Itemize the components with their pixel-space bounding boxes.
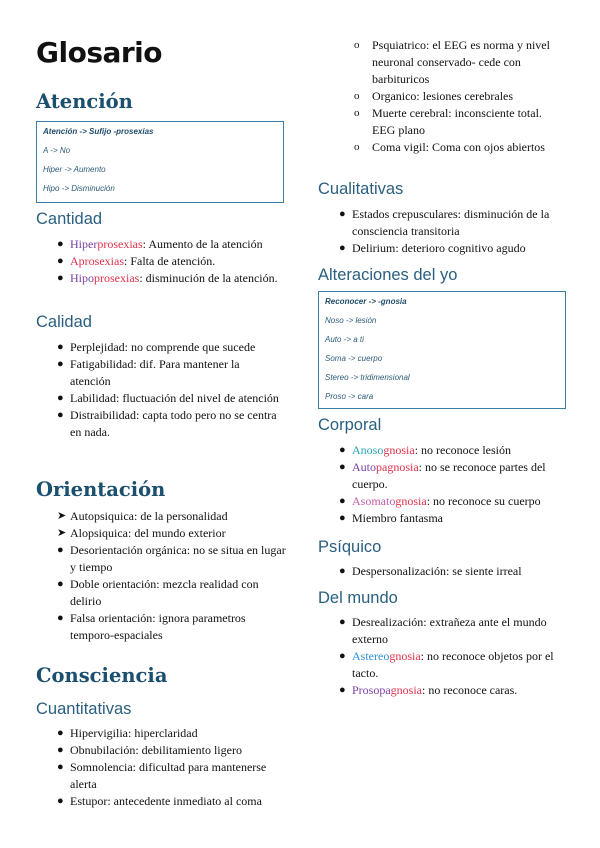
- item-text: Desorientación orgánica: no se situa en lugar y tiempo: [70, 543, 286, 574]
- heading-cualitativas: Cualitativas: [318, 180, 404, 198]
- item-text: Despersonalización: se siente irreal: [352, 564, 522, 578]
- heading-cantidad: Cantidad: [36, 210, 103, 228]
- list-item: [36, 525, 286, 542]
- root-text: pagnosia: [376, 460, 419, 474]
- list-item: [318, 563, 568, 580]
- list-orientacion: [36, 508, 286, 644]
- heading-consciencia: Consciencia: [36, 664, 168, 687]
- list-item: [318, 459, 573, 493]
- list-item: [36, 759, 286, 793]
- bullet-icon: ●: [57, 272, 64, 284]
- definition-text: : no se reconoce partes del cuerpo.: [352, 460, 546, 491]
- bullet-icon: ●: [339, 242, 346, 254]
- item-text: Doble orientación: mezcla realidad con delirio: [70, 577, 259, 608]
- prefix-text: Auto: [352, 460, 376, 474]
- item-text: Labilidad: fluctuación del nivel de atención: [70, 391, 279, 405]
- root-text: gnosia: [389, 649, 421, 663]
- definition-text: : disminución de la atención.: [139, 271, 278, 285]
- list-item: [36, 725, 286, 742]
- root-text: gnosia: [383, 443, 415, 457]
- root-text: prosexias: [78, 254, 124, 268]
- list-calidad: [36, 339, 281, 441]
- bullet-icon: ●: [339, 684, 346, 696]
- item-text: Coma vigil: Coma con ojos abiertos: [372, 140, 545, 154]
- bullet-icon: ●: [339, 616, 346, 628]
- list-item: [36, 576, 286, 610]
- definition-text: Miembro fantasma: [352, 511, 443, 525]
- heading-del-mundo: Del mundo: [318, 589, 398, 607]
- list-corporal: [318, 442, 573, 527]
- list-item: [36, 270, 286, 287]
- bullet-icon: ●: [339, 208, 346, 220]
- heading-orientacion: Orientación: [36, 478, 166, 501]
- item-text: Hipervigilia: hiperclaridad: [70, 726, 198, 740]
- prefix-text: Prosopa: [352, 683, 391, 697]
- list-item: [36, 390, 281, 407]
- list-item: [36, 407, 281, 441]
- arrow-bullet-icon: ➤: [57, 510, 67, 522]
- list-item: [318, 648, 573, 682]
- list-item: [336, 88, 566, 105]
- bullet-icon: ●: [57, 255, 64, 267]
- list-item: [318, 510, 573, 527]
- list-del-mundo: [318, 614, 573, 699]
- item-text: Estupor: antecedente inmediato al coma: [70, 794, 262, 808]
- list-cualitativas: [318, 206, 568, 257]
- box-line: Stereo -> tridimensional: [325, 373, 410, 382]
- list-psiquico: [318, 563, 568, 580]
- bullet-icon: ●: [57, 341, 64, 353]
- prefix-text: Hiper: [70, 237, 98, 251]
- item-text: Falsa orientación: ignora parametros temporo-espaciales: [70, 611, 246, 642]
- item-text: Obnubilación: debilitamiento ligero: [70, 743, 242, 757]
- bullet-icon: ●: [339, 444, 346, 456]
- bullet-icon: ●: [57, 578, 64, 590]
- list-item: [318, 493, 573, 510]
- bullet-icon: ●: [57, 392, 64, 404]
- bullet-icon: ●: [57, 612, 64, 624]
- item-text: Distraibilidad: capta todo pero no se centra en nada.: [70, 408, 277, 439]
- item-text: Organico: lesiones cerebrales: [372, 89, 514, 103]
- root-text: prosexias: [94, 271, 140, 285]
- bullet-icon: ●: [339, 565, 346, 577]
- box-line: Hiper -> Aumento: [43, 165, 106, 174]
- bullet-icon: ●: [57, 409, 64, 421]
- heading-corporal: Corporal: [318, 416, 382, 434]
- definition-text: : no reconoce objetos por el tacto.: [352, 649, 554, 680]
- bullet-icon: ●: [339, 650, 346, 662]
- atencion-prefix-box: [36, 121, 284, 203]
- definition-text: : no reconoce caras.: [422, 683, 518, 697]
- box-line: Hipo -> Disminución: [43, 184, 115, 193]
- bullet-icon: ●: [57, 238, 64, 250]
- definition-text: : no reconoce su cuerpo: [426, 494, 541, 508]
- list-item: [318, 614, 573, 648]
- bullet-icon: ●: [57, 544, 64, 556]
- list-item: [36, 742, 286, 759]
- prefix-text: Asomato: [352, 494, 396, 508]
- bullet-icon: ●: [57, 795, 64, 807]
- list-item: [318, 240, 568, 257]
- root-text: prosexias: [97, 237, 143, 251]
- list-item: [36, 339, 281, 356]
- item-text: Perplejidad: no comprende que sucede: [70, 340, 256, 354]
- box-line: Soma -> cuerpo: [325, 354, 383, 363]
- alteraciones-prefix-box: [318, 291, 566, 409]
- root-text: gnosia: [390, 683, 423, 697]
- list-item: [36, 236, 286, 253]
- item-text: Fatigabilidad: dif. Para mantener la atención: [70, 357, 240, 388]
- heading-atencion: Atención: [36, 90, 133, 113]
- bullet-icon: ●: [339, 495, 346, 507]
- heading-alteraciones-yo: Alteraciones del yo: [318, 266, 458, 284]
- item-text: Alopsiquica: del mundo exterior: [70, 526, 226, 540]
- list-item: [36, 542, 286, 576]
- prefix-text: Anoso: [352, 443, 384, 457]
- list-item: [36, 356, 281, 390]
- item-text: Autopsiquica: de la personalidad: [70, 509, 228, 523]
- list-item: [336, 139, 566, 156]
- page-title: Glosario: [36, 36, 163, 69]
- definition-text: : Falta de atención.: [124, 254, 216, 268]
- arrow-bullet-icon: ➤: [57, 527, 67, 539]
- box-line: Reconocer -> -gnosia: [325, 297, 407, 306]
- list-cuantitativas: [36, 725, 286, 810]
- circle-bullet-icon: o: [354, 141, 360, 153]
- list-coma-types: [336, 37, 566, 156]
- circle-bullet-icon: o: [354, 39, 360, 51]
- list-item: [336, 105, 566, 139]
- box-line: Atención -> Sufijo -prosexias: [43, 127, 154, 136]
- bullet-icon: ●: [57, 727, 64, 739]
- box-line: Noso -> lesión: [325, 316, 377, 325]
- circle-bullet-icon: o: [354, 107, 360, 119]
- bullet-icon: ●: [57, 358, 64, 370]
- list-item: [36, 253, 286, 270]
- root-text: gnosia: [395, 494, 427, 508]
- bullet-icon: ●: [57, 761, 64, 773]
- bullet-icon: ●: [339, 512, 346, 524]
- prefix-text: Hipo: [70, 271, 94, 285]
- item-text: Muerte cerebral: inconsciente total. EEG plano: [372, 106, 542, 137]
- list-item: [318, 682, 573, 699]
- bullet-icon: ●: [57, 744, 64, 756]
- list-item: [36, 508, 286, 525]
- box-line: Auto -> a ti: [325, 335, 364, 344]
- definition-text: : no reconoce lesión: [414, 443, 511, 457]
- list-item: [318, 206, 568, 240]
- item-text: Delirium: deterioro cognitivo agudo: [352, 241, 526, 255]
- item-text: Estados crepusculares: disminución de la consciencia transitoria: [352, 207, 550, 238]
- box-line: Proso -> cara: [325, 392, 374, 401]
- circle-bullet-icon: o: [354, 90, 360, 102]
- item-text: Psquiatrico: el EEG es norma y nivel neuronal conservado- cede con barbituricos: [372, 38, 550, 86]
- box-line: A -> No: [43, 146, 71, 155]
- heading-psiquico: Psíquico: [318, 538, 382, 556]
- list-cantidad: [36, 236, 286, 287]
- item-text: Somnolencia: dificultad para mantenerse alerta: [70, 760, 267, 791]
- list-item: [318, 442, 573, 459]
- prefix-text: A: [70, 254, 79, 268]
- list-item: [36, 793, 286, 810]
- list-item: [336, 37, 566, 88]
- definition-text: : Aumento de la atención: [142, 237, 263, 251]
- bullet-icon: ●: [339, 461, 346, 473]
- heading-calidad: Calidad: [36, 313, 92, 331]
- prefix-text: Astereo: [352, 649, 390, 663]
- heading-cuantitativas: Cuantitativas: [36, 700, 132, 718]
- definition-text: Desrealización: extrañeza ante el mundo externo: [352, 615, 547, 646]
- list-item: [36, 610, 286, 644]
